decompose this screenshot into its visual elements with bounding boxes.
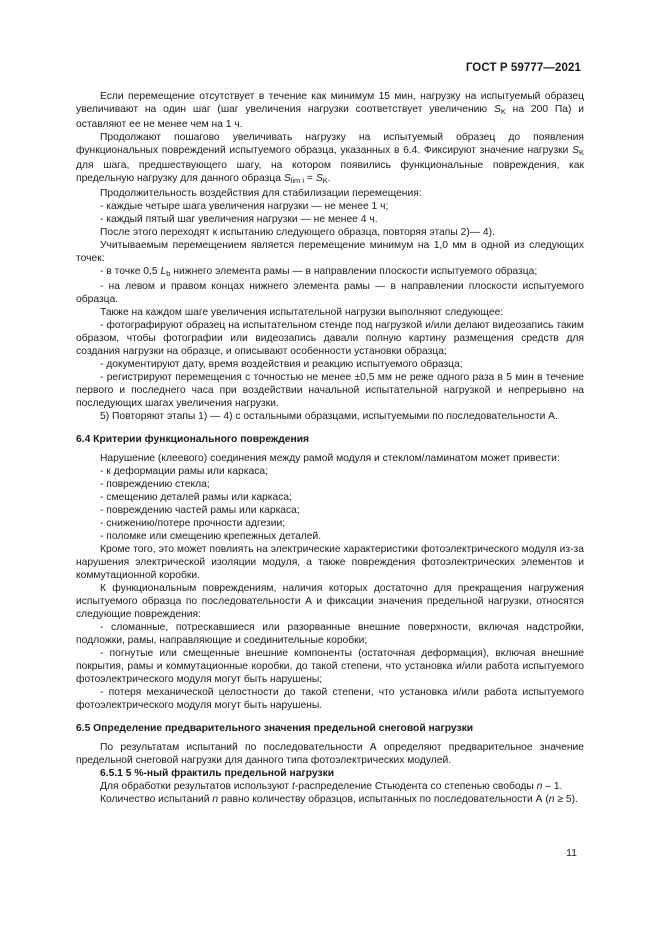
paragraph: Учитываемым перемещением является перемещение минимум на 1,0 мм в одной из следующих точек:: [76, 240, 584, 264]
document-header: ГОСТ Р 59777—2021: [465, 62, 581, 74]
list-item: - поломке или смещению крепежных деталей.: [100, 531, 322, 542]
list-item: - регистрируют перемещения с точностью не менее ±0,5 мм не реже одного раза в 5 мин в течение первого и последнего часа при воздействии начальной испытательной нагрузкой и непрерывно на последующих шагах увеличения нагрузки.: [76, 372, 584, 409]
damage-list: [76, 465, 584, 543]
paragraph: Кроме того, это может повлиять на электрические характеристики фотоэлектрического модуля из-за нарушения электрической изоляции модуля, а также повреждения фотоэлектрических элементов и коммутационной коробки.: [76, 544, 584, 581]
section-heading: 6.5 Определение предварительного значения предельной снеговой нагрузки: [76, 723, 474, 734]
list-item: - в точке 0,5 Lb нижнего элемента рамы — в направлении плоскости испытуемого образца;: [100, 266, 538, 278]
paragraph: Нарушение (клеевого) соединения между рамой модуля и стеклом/ламинатом может привести:: [100, 453, 560, 464]
page-number: 11: [566, 847, 577, 859]
paragraph: Продолжительность воздействия для стабилизации перемещения:: [100, 188, 422, 199]
list-item: - фотографируют образец на испытательном стенде под нагрузкой и/или делают видеозапись таким образом, чтобы фотографии или видеозапись давали полную картину размещения средств для создания нагрузки на образце, и описывают особенности установки образца;: [76, 320, 584, 357]
list-item: - повреждению частей рамы или каркаса;: [100, 505, 300, 516]
paragraph: Для обработки результатов используют t-распределение Стьюдента со степенью свободы n – 1.: [100, 781, 563, 792]
list-item: - на левом и правом концах нижнего элемента рамы — в направлении плоскости испытуемого образца.: [76, 281, 584, 305]
list-item: - документируют дату, время воздействия и реакцию испытуемого образца;: [100, 359, 463, 370]
document-body: [76, 90, 584, 806]
list-item: - погнутые или смещенные внешние компоненты (остаточная деформация), включая внешние покрытия, рамы и коммутационные коробки, до такой степени, что установка и/или работа испытуемого фотоэлектрического модуля могут быть нарушены;: [76, 648, 584, 685]
paragraph: Продолжают пошагово увеличивать нагрузку на испытуемый образец до появления функциональных повреждений испытуемого образца, указанных в 6.4. Фиксируют значение нагрузки SK для шага, предшествующего шагу, на котором появились функциональные повреждения, как предельную нагрузку для данного образца Slim i = SK.: [76, 132, 584, 185]
functional-damage-list: [76, 621, 584, 712]
paragraph: 5) Повторяют этапы 1) — 4) с остальными образцами, испытуемыми по последовательности А.: [100, 411, 558, 422]
list-item: - потеря механической целостности до такой степени, что установка и/или работа испытуемого фотоэлектрического модуля могут быть нарушены.: [76, 687, 584, 711]
list-item: - смещению деталей рамы или каркаса;: [100, 492, 292, 503]
section-heading: 6.4 Критерии функционального повреждения: [76, 434, 310, 445]
paragraph: Количество испытаний n равно количеству образцов, испытанных по последовательности А (n ≥ 5).: [100, 794, 578, 805]
paragraph: К функциональным повреждениям, наличия которых достаточно для прекращения нагружения испытуемого образца по последовательности А и фиксации значения предельной нагрузки, относятся следующие повреждения:: [76, 583, 584, 620]
paragraph: Также на каждом шаге увеличения испытательной нагрузки выполняют следующее:: [100, 307, 504, 318]
list-item: - каждые четыре шага увеличения нагрузки — не менее 1 ч;: [100, 201, 389, 212]
paragraph: После этого переходят к испытанию следующего образца, повторяя этапы 2)— 4).: [100, 227, 495, 238]
paragraph: По результатам испытаний по последовательности А определяют предварительное значение предельной снеговой нагрузки для данного типа фотоэлектрических модулей.: [76, 742, 584, 766]
paragraph: Если перемещение отсутствует в течение как минимум 15 мин, нагрузку на испытуемый образец увеличивают на один шаг (шаг увеличения нагрузки соответствует увеличению SK на 200 Па) и оставляют ее не менее чем на 1 ч.: [76, 91, 584, 130]
list-item: - повреждению стекла;: [100, 479, 210, 490]
subsection-heading: 6.5.1 5 %-ный фрактиль предельной нагрузки: [100, 768, 335, 779]
list-item: - сломанные, потрескавшиеся или разорванные внешние поверхности, включая надстройки, подложки, рамы, направляющие и соединительные коробки;: [76, 622, 584, 646]
list-item: - каждый пятый шаг увеличения нагрузки — не менее 4 ч.: [100, 214, 378, 225]
list-item: - снижению/потере прочности адгезии;: [100, 518, 286, 529]
list-item: - к деформации рамы или каркаса;: [100, 466, 268, 477]
